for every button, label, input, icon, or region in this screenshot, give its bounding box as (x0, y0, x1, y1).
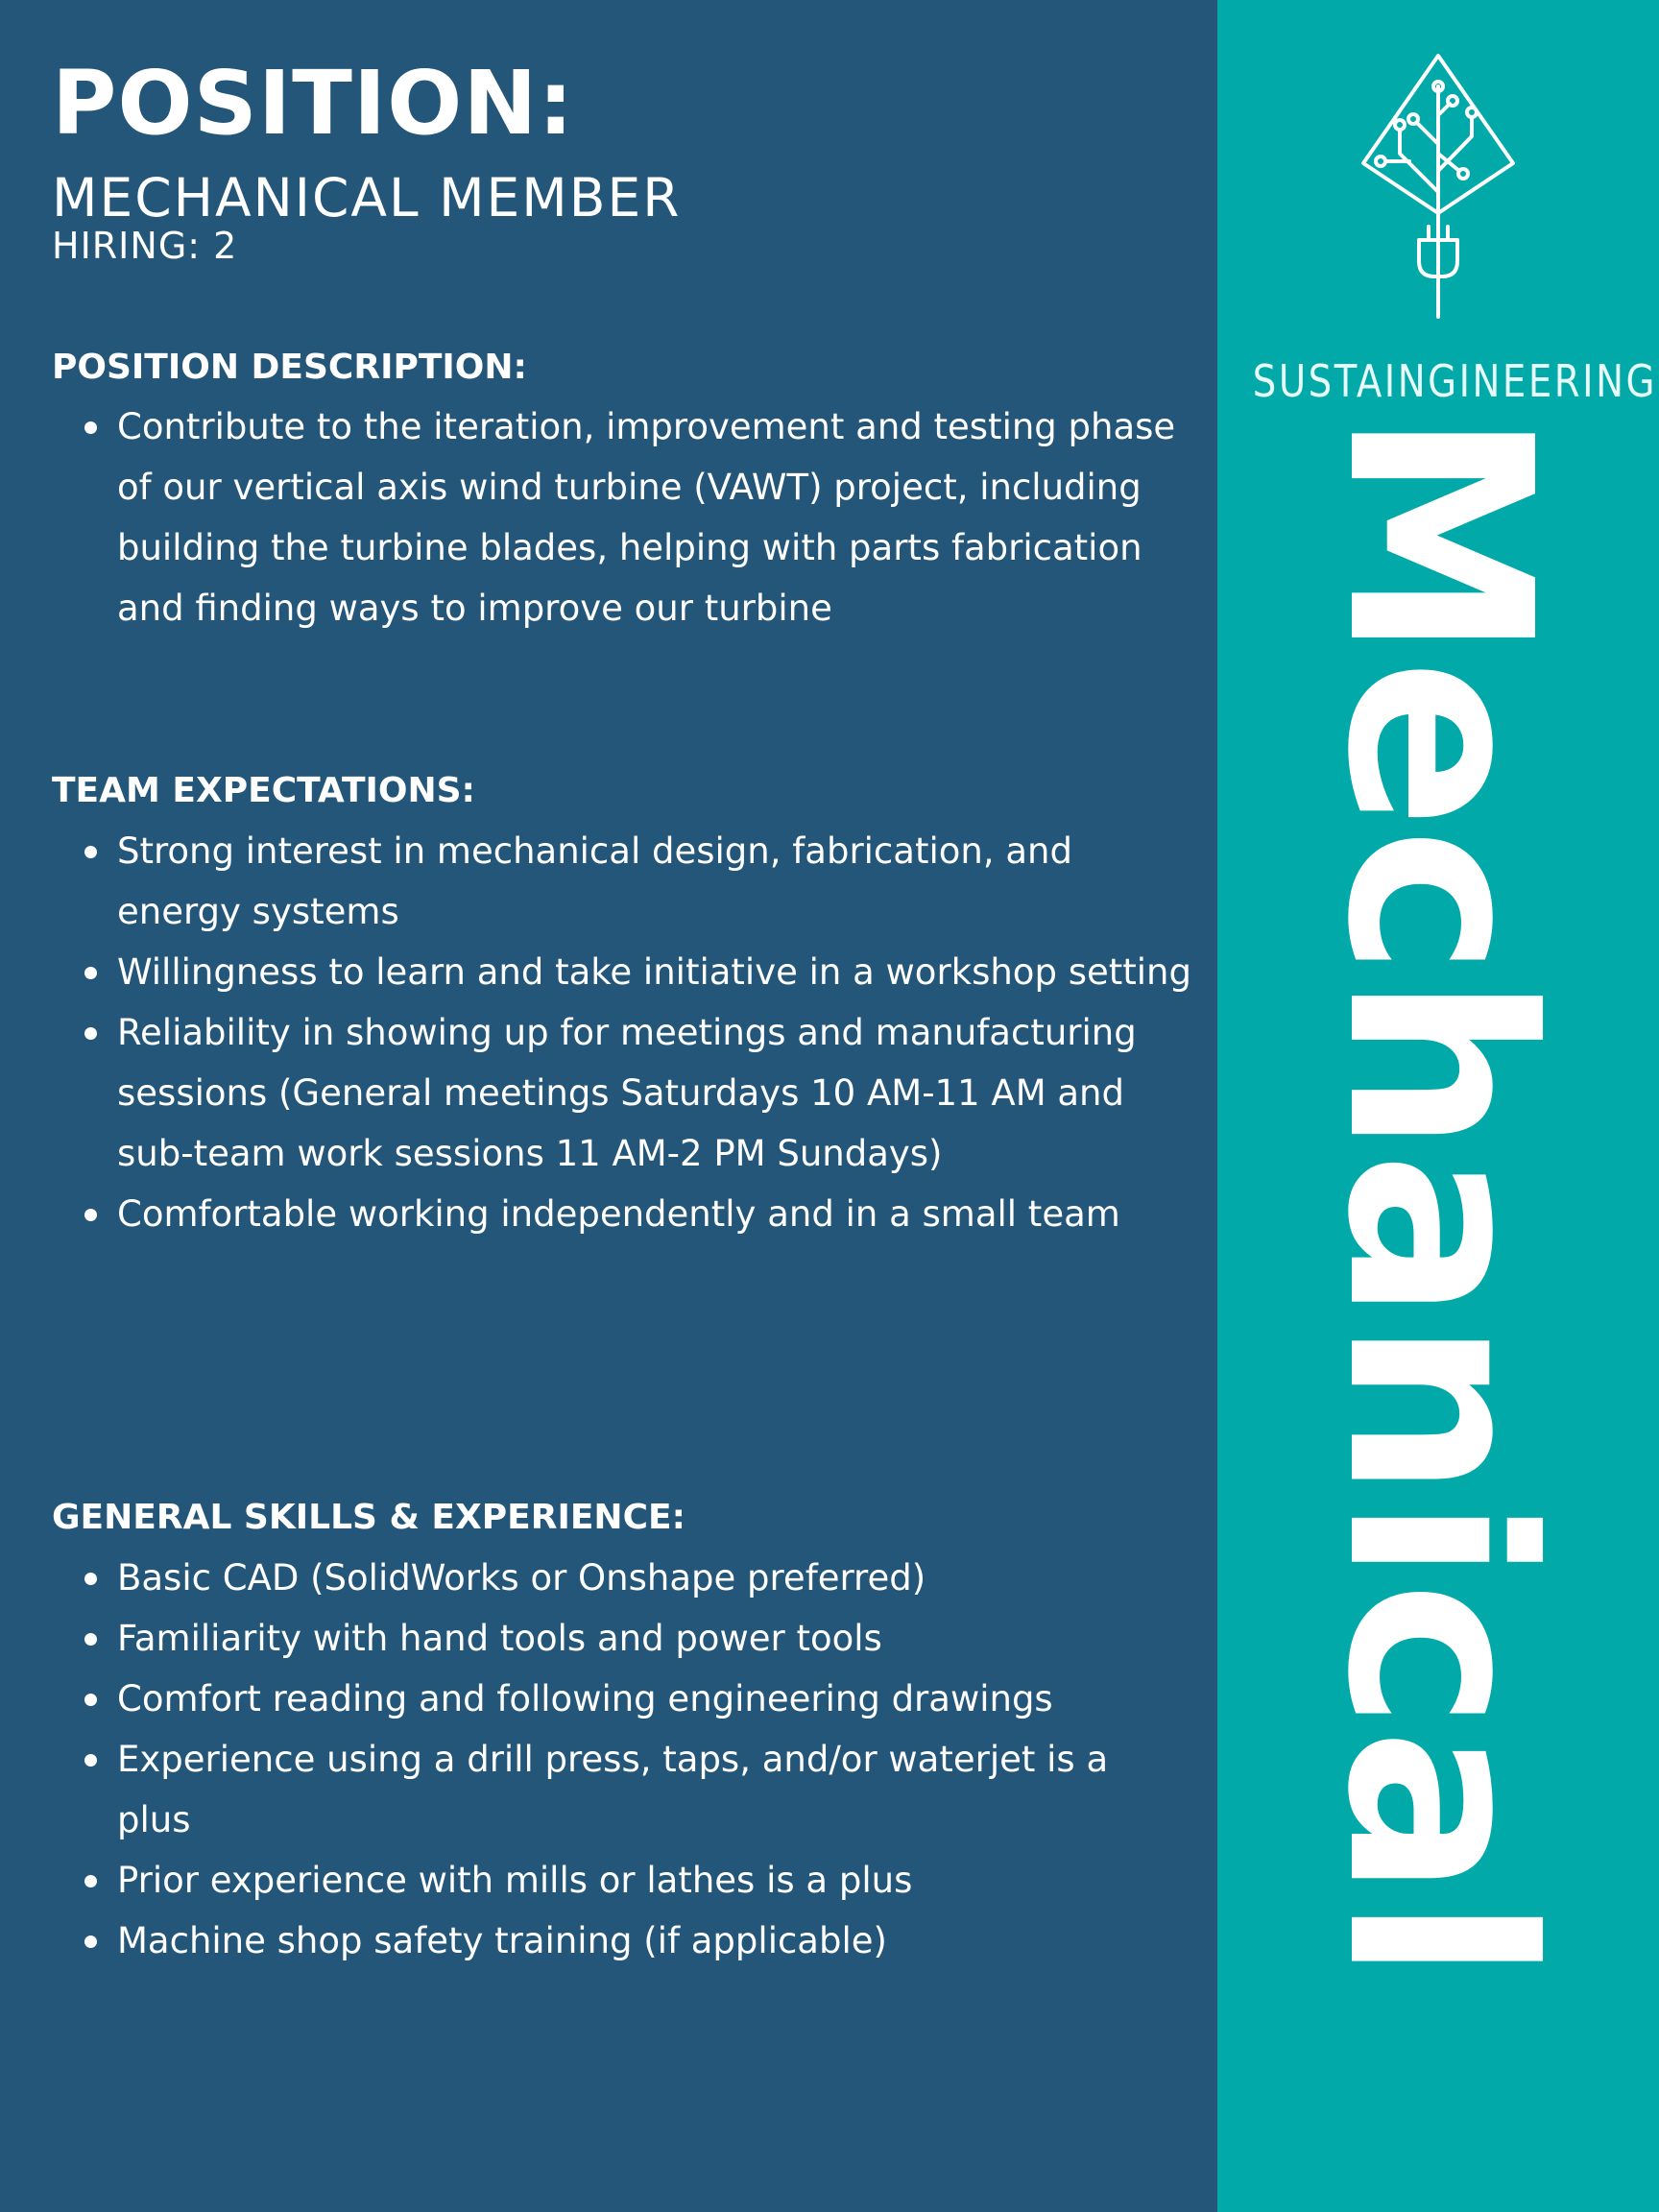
list-item: Contribute to the iteration, improvement and testing phase of our vertical axis wind turbine (VAWT) project, including building the turbine blades, helping with parts fabrication and finding ways to improve our turbine (79, 397, 1192, 638)
section-heading-expectations: TEAM EXPECTATIONS: (52, 771, 475, 810)
skills-list (79, 1548, 1192, 1971)
list-item: Experience using a drill press, taps, and/or waterjet is a plus (79, 1729, 1192, 1850)
list-item: Reliability in showing up for meetings and manufacturing sessions (General meetings Saturdays 10 AM-11 AM and sub-team work sessions 11 AM-2 PM Sundays) (79, 1002, 1192, 1184)
list-item: Prior experience with mills or lathes is a plus (79, 1850, 1192, 1911)
role-title: MECHANICAL MEMBER (52, 167, 682, 228)
brand-name: SUSTAINGINEERING (1252, 355, 1657, 407)
list-item: Comfortable working independently and in a small team (79, 1184, 1192, 1244)
list-item: Willingness to learn and take initiative in a workshop setting (79, 942, 1192, 1002)
vertical-label: Mechanical (1292, 410, 1585, 1981)
tree-circuit-plug-icon (1342, 48, 1534, 336)
list-item: Strong interest in mechanical design, fabrication, and energy systems (79, 821, 1192, 942)
list-item: Basic CAD (SolidWorks or Onshape preferred) (79, 1548, 1192, 1608)
list-item: Machine shop safety training (if applicable) (79, 1911, 1192, 1971)
section-heading-description: POSITION DESCRIPTION: (52, 348, 527, 387)
description-list (79, 397, 1192, 638)
page-title: POSITION: (52, 52, 575, 155)
hiring-count: HIRING: 2 (52, 225, 238, 267)
list-item: Familiarity with hand tools and power tools (79, 1608, 1192, 1669)
list-item: Comfort reading and following engineering drawings (79, 1669, 1192, 1729)
section-heading-skills: GENERAL SKILLS & EXPERIENCE: (52, 1498, 685, 1537)
expectations-list (79, 821, 1192, 1244)
